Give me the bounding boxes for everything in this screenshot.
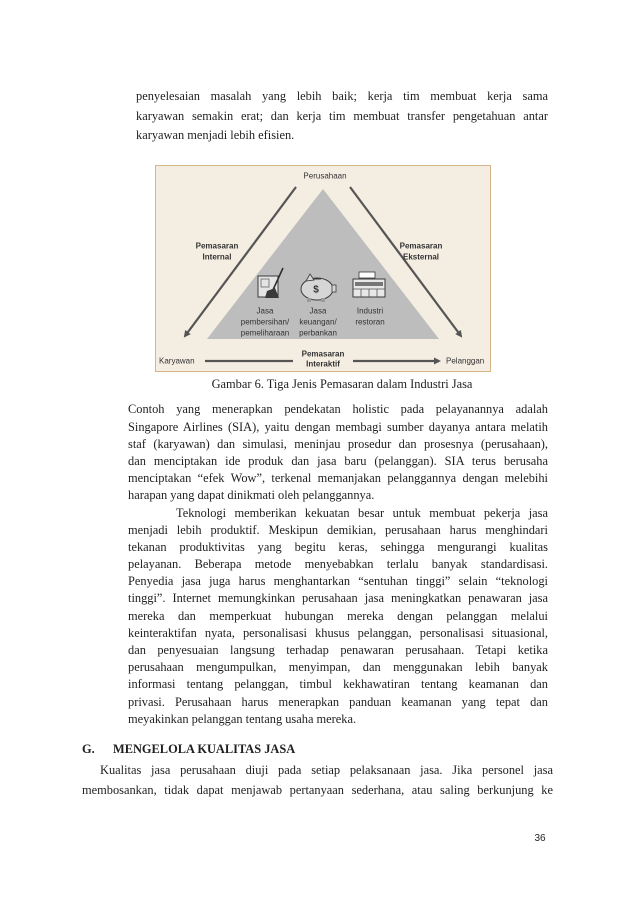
service-label-restaurant: Industri: [356, 306, 384, 316]
section-heading: [0, 739, 638, 759]
service-label-finance: Jasa: [309, 306, 327, 316]
text-line: privasi. Perusahaan harus menerapkan panduan keamanan yang tepat dan: [128, 694, 548, 709]
text-line: dan menciptakan ide produk dan jasa baru (pelanggan). SIA terus berusaha: [128, 453, 548, 468]
text-line: karyawan semakin erat; dan kerja tim membuat transfer pengetahuan antar: [136, 108, 548, 123]
text-line: tekanan produktivitas yang begitu keras, sehingga mengurangi kualitas: [128, 539, 548, 554]
text-line: Singapore Airlines (SIA), yaitu dengan membagi sumber dayanya antara melatih: [128, 419, 548, 434]
external-marketing-label: Pemasaran: [399, 241, 443, 251]
interactive-marketing-label: Interaktif: [306, 359, 340, 369]
text-line: Teknologi memberikan kekuatan besar untuk membuat pekerja jasa: [176, 505, 548, 520]
external-marketing-label: Eksternal: [402, 252, 440, 262]
service-label-cleaning: pembersihan/: [240, 317, 290, 327]
service-label-restaurant: restoran: [355, 317, 385, 327]
internal-marketing-label: Pemasaran: [195, 241, 239, 251]
figure: [155, 165, 491, 372]
company-label: Perusahaan: [303, 171, 347, 181]
text-line: penyelesaian masalah yang lebih baik; kerja tim membuat kerja sama: [136, 89, 548, 103]
text-line: Penyedia jasa juga harus menghantarkan “sentuhan tinggi” selain “teknologi: [128, 574, 548, 589]
text-line: pelayanan. Beberapa metode menyebabkan terlalu banyak standardisasi.: [128, 557, 548, 572]
text-line: informasi tentang pelanggan, timbul kekhawatiran tentang keamanan dan: [128, 677, 548, 692]
text-line: karyawan menjadi lebih efisien.: [136, 128, 295, 142]
dollar-sign-glyph: $: [313, 284, 319, 296]
section-text: [82, 760, 553, 800]
text-line: menciptakan “efek Wow”, terkenal memanjakan pelanggannya dengan melebihi: [128, 471, 548, 486]
employees-label: Karyawan: [159, 356, 195, 366]
page-number: 36: [534, 833, 546, 844]
marketing-triangle-diagram: [155, 165, 491, 372]
customers-label: Pelanggan: [446, 356, 485, 366]
text-line: keinteraktifan nyata, personalisasi khusus pelanggan, personalisasi situasional,: [128, 625, 548, 640]
text-line: staf (karyawan) dan simulasi, meninjau prosedur dan prosesnya (perusahaan),: [128, 436, 548, 451]
text-line: meyakinkan pelanggan tentang usaha mereka.: [128, 711, 357, 726]
internal-marketing-label: Internal: [202, 252, 232, 262]
interactive-marketing-label: Pemasaran: [301, 349, 345, 359]
service-label-cleaning: pemeliharaan: [240, 328, 290, 338]
text-line: harapan yang dapat dinikmati oleh pelanggannya.: [128, 488, 375, 503]
service-label-finance: perbankan: [299, 328, 337, 338]
text-line: menjadi lebih produktif. Meskipun demikian, perusahaan harus menghindari: [128, 522, 548, 537]
text-line: perusahaan mengumpulkan, menyimpan, dan menggunakan lebih banyak: [128, 660, 548, 675]
text-line: Contoh yang menerapkan pendekatan holistic pada pelayanannya adalah: [128, 402, 548, 417]
text-line: tinggi”. Internet memungkinkan perusahaan jasa meningkatkan penawaran jasa: [128, 591, 548, 606]
body-text: [128, 401, 548, 728]
text-line: membosankan, tidak dapat menjawab pertanyaan sederhana, atau saling berkunjung ke: [82, 783, 553, 797]
intro-paragraph: [136, 87, 548, 146]
section-letter: G.: [82, 742, 95, 756]
service-label-cleaning: Jasa: [256, 306, 274, 316]
text-line: mereka dan memperkuat hubungan mereka dengan pelanggan melalui: [128, 608, 548, 623]
text-line: Kualitas jasa perusahaan diuji pada setiap pelaksanaan jasa. Jika personel jasa: [100, 763, 553, 777]
text-line: dan penyesuaian langsung terhadap penawaran perusahaan. Tetapi ketika: [128, 643, 548, 658]
figure-caption: Gambar 6. Tiga Jenis Pemasaran dalam Industri Jasa: [211, 377, 473, 391]
service-label-finance: keuangan/: [299, 317, 337, 327]
section-title: MENGELOLA KUALITAS JASA: [113, 742, 296, 756]
